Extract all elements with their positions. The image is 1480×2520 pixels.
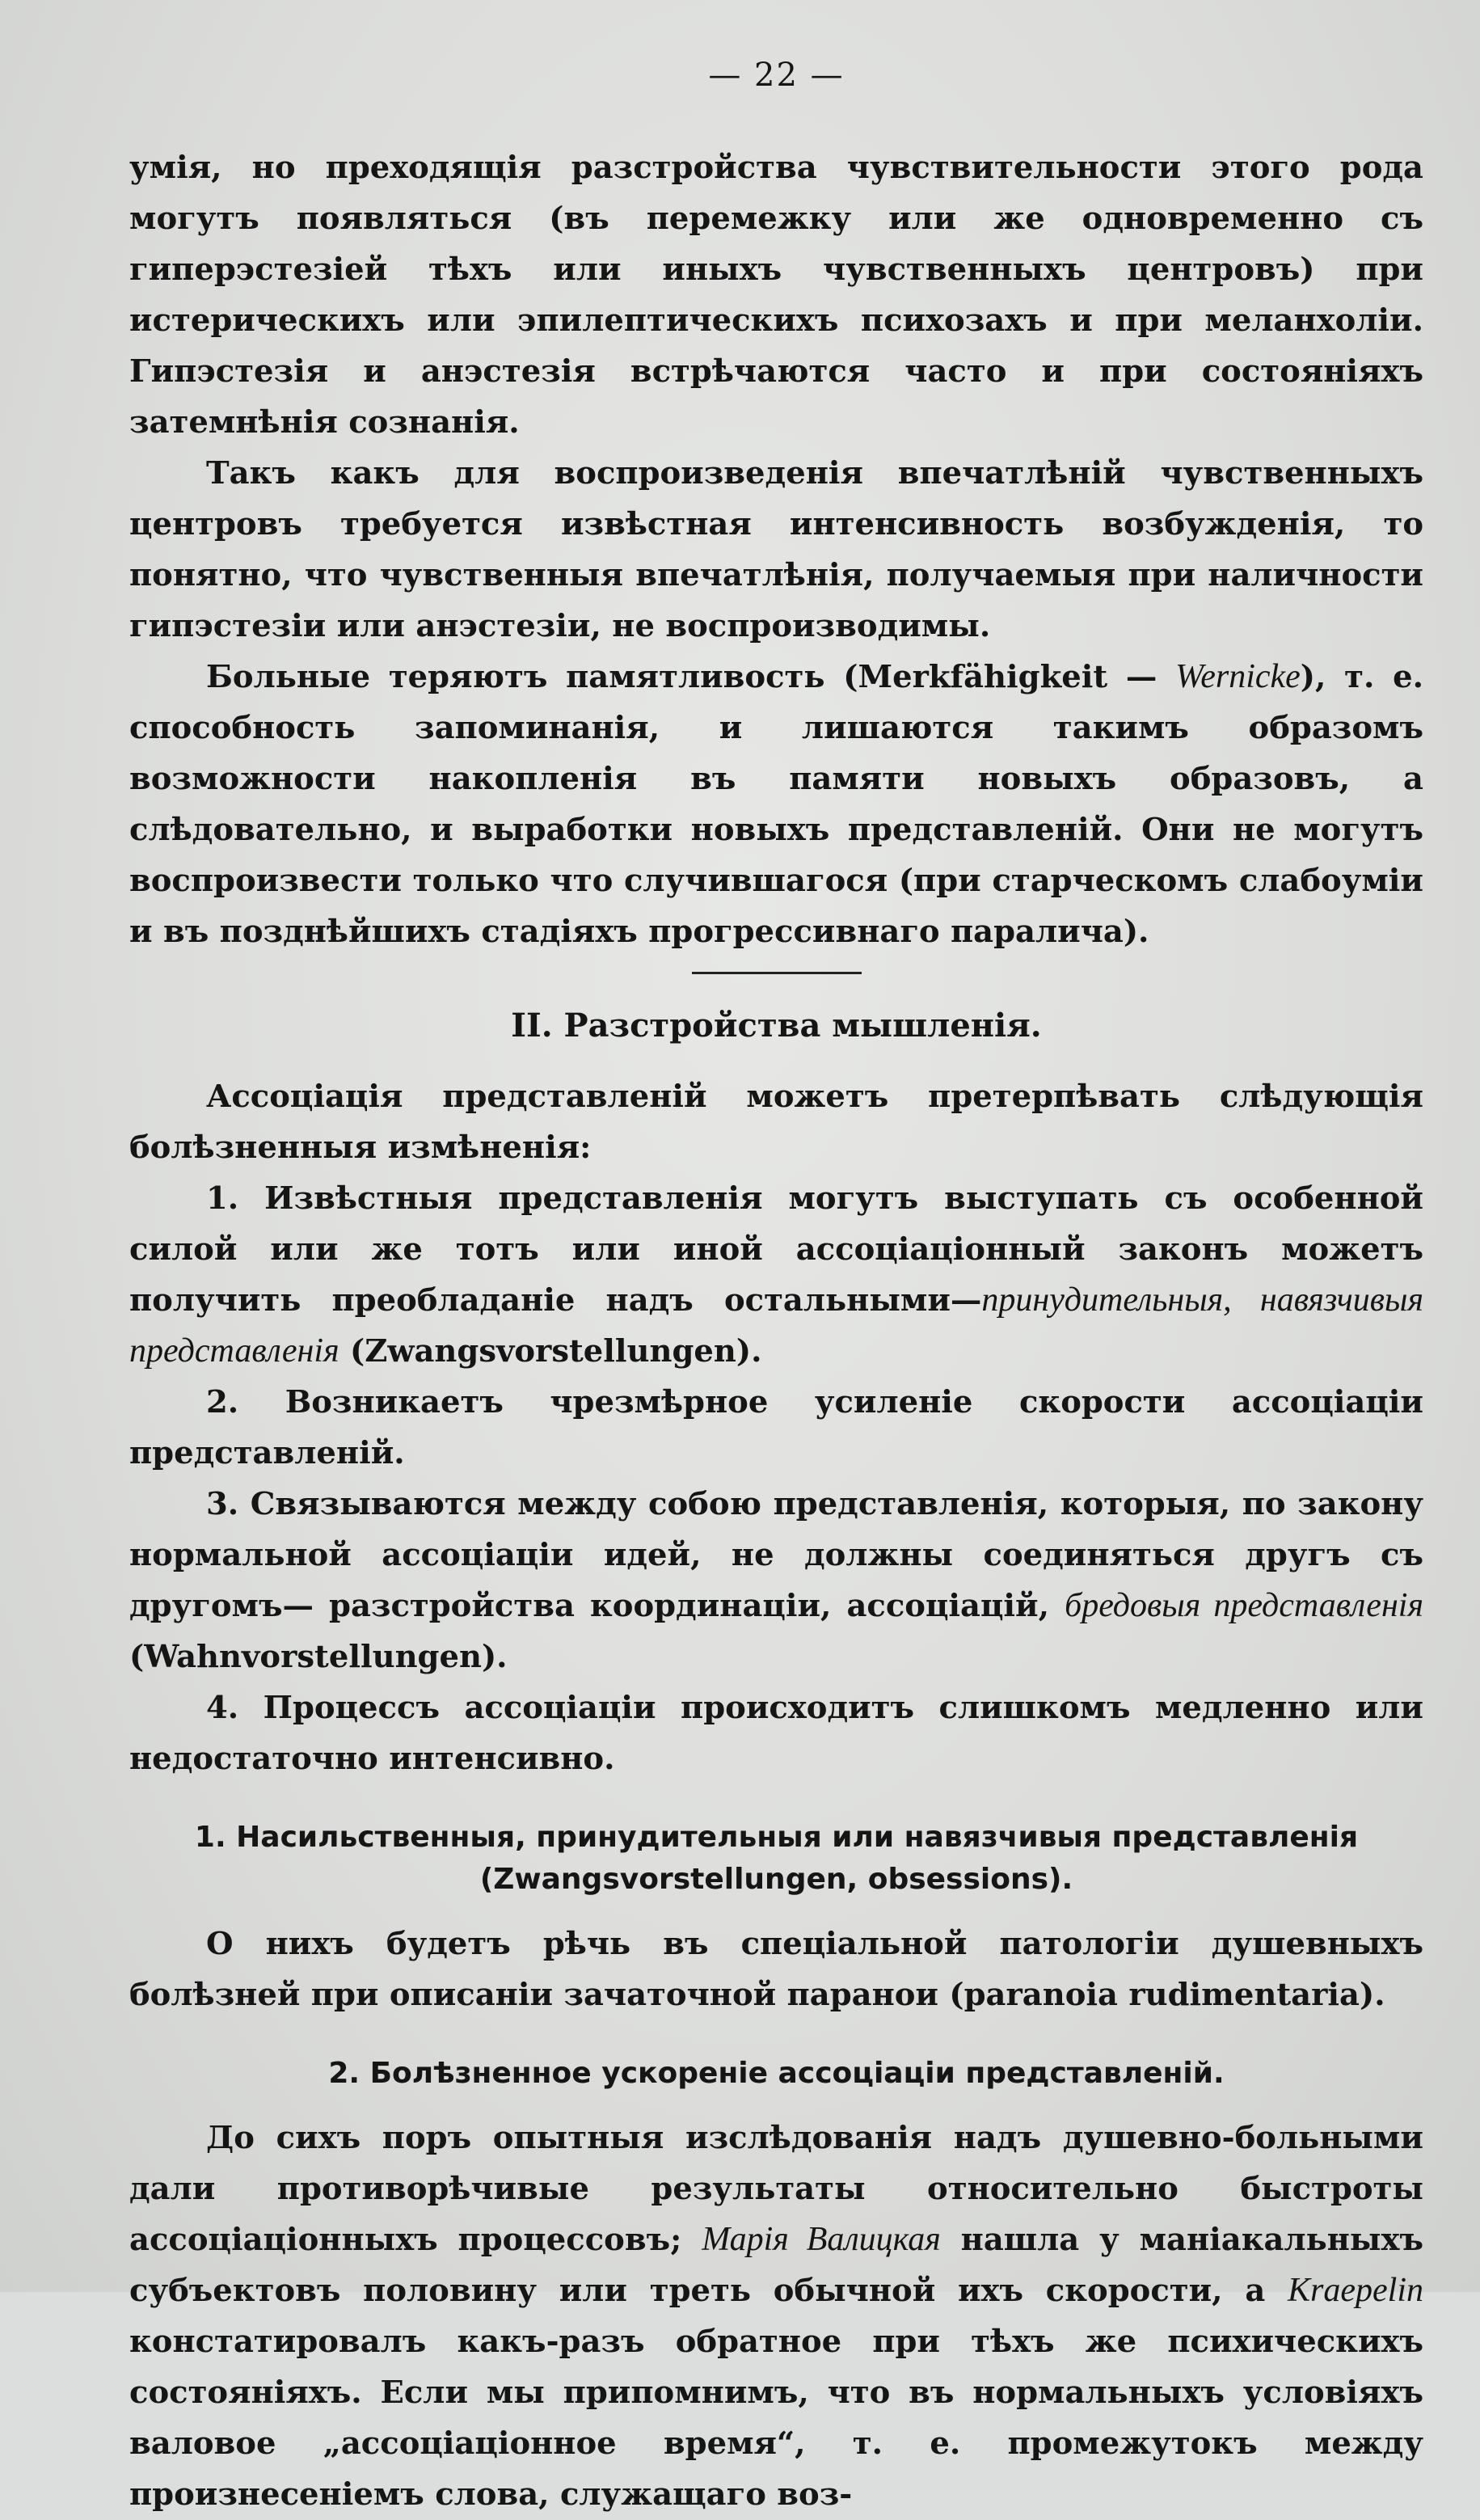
author-name-kraepelin: Kraepelin <box>1288 2272 1423 2309</box>
subsection-2-title: 2. Болѣзненное ускореніе ассоціаціи представленій. <box>328 2057 1225 2090</box>
section-intro: Ассоціація представленій можетъ претерпѣвать слѣдующія болѣзненныя измѣненія: <box>129 1078 1423 1166</box>
paragraph-3-text-b: ), т. е. способность запоминанія, и лишаются такимъ образомъ возможности накопленія въ памяти новыхъ образовъ, а слѣдовательно, и выработки новыхъ представленій. Они не могутъ воспроизвести только что случившагося (при старческомъ слабоуміи и въ позднѣйшихъ стадіяхъ прогрессивнаго паралича). <box>129 659 1423 950</box>
subsection-2-text-b: нашла у маніакальныхъ субъектовъ половину или треть обычной ихъ скорости, а <box>129 2222 1424 2309</box>
subsection-1-title <box>129 1817 1423 1901</box>
list-item-3 <box>129 1479 1423 1682</box>
paragraph-3-text-a: Больные теряютъ памятливость (Merkfähigkeit — <box>206 659 1176 695</box>
author-name-walicka: Марія Валицкая <box>702 2221 941 2258</box>
subsection-2-text-a: До сихъ поръ опытныя изслѣдованія надъ душевно-больными дали противорѣчивые результаты относительно быстроты ассоціаціонныхъ процессовъ; <box>129 2120 1423 2258</box>
list-item-1-text-b: (Zwangsvorstellungen). <box>339 1333 762 1370</box>
paragraph-2: Такъ какъ для воспроизведенія впечатлѣній чувственныхъ центровъ требуется извѣстная интенсивность возбужденія, то понятно, что чувственныя впечатлѣнія, получаемыя при наличности гипэстезіи или анэстезіи, не воспроизводимы. <box>129 455 1423 644</box>
list-item-1-italic: принудительныя, навязчивыя представленія <box>129 1281 1423 1370</box>
list-item-1-text-a: 1. Извѣстныя представленія могутъ выступать съ особенной силой или же тотъ или иной ассоціаціонный законъ можетъ получить преобладаніе надъ остальными— <box>129 1180 1423 1319</box>
paragraph-1: умія, но преходящія разстройства чувствительности этого рода могутъ появляться (въ перемежку или же одновременно съ гиперэстезіей тѣхъ или иныхъ чувственныхъ центровъ) при истерическихъ или эпилептическихъ психозахъ и при меланхоліи. Гипэстезія и анэстезія встрѣчаются часто и при состояніяхъ затемнѣнія сознанія. <box>129 150 1423 441</box>
list-item-2: 2. Возникаетъ чрезмѣрное усиленіе скорости ассоціаціи представленій. <box>129 1384 1423 1471</box>
subsection-2-text-c: констатировалъ какъ-разъ обратное при тѣхъ же психическихъ состояніяхъ. Если мы припомнимъ, что въ нормальныхъ условіяхъ валовое „ассоціаціонное время“, т. е. промежутокъ между произнесеніемъ слова, служащаго воз- <box>129 2324 1423 2513</box>
list-item-3-text-b: (Wahnvorstellungen). <box>129 1639 508 1675</box>
paragraph-3 <box>129 652 1423 957</box>
subsection-1-title-line-2: (Zwangsvorstellungen, obsessions). <box>479 1863 1073 1896</box>
subsection-2-text <box>129 2113 1423 2520</box>
list-item-3-text-a: 3. Связываются между собою представленія, которыя, по закону нормальной ассоціаціи идей, не должны соединяться другъ съ другомъ— разстройства координаціи, ассоціацій, <box>129 1486 1423 1624</box>
author-name-wernicke: Wernicke <box>1175 658 1301 695</box>
subsection-1-title-line-1: 1. Насильственныя, принудительныя или навязчивыя представленія <box>194 1821 1359 1854</box>
list-item-3-italic: бредовыя представленія <box>1065 1587 1423 1624</box>
subsection-1-text: О нихъ будетъ рѣчь въ спеціальной патологіи душевныхъ болѣзней при описаніи зачаточной паранои (paranoia rudimentaria). <box>129 1926 1423 2013</box>
list-item-4: 4. Процессъ ассоціаціи происходитъ слишкомъ медленно или недостаточно интенсивно. <box>129 1690 1423 1777</box>
section-title: II. Разстройства мышленія. <box>511 1007 1042 1045</box>
list-item-1 <box>129 1173 1423 1377</box>
page-number: — 22 — <box>708 57 845 94</box>
section-divider <box>692 972 862 974</box>
